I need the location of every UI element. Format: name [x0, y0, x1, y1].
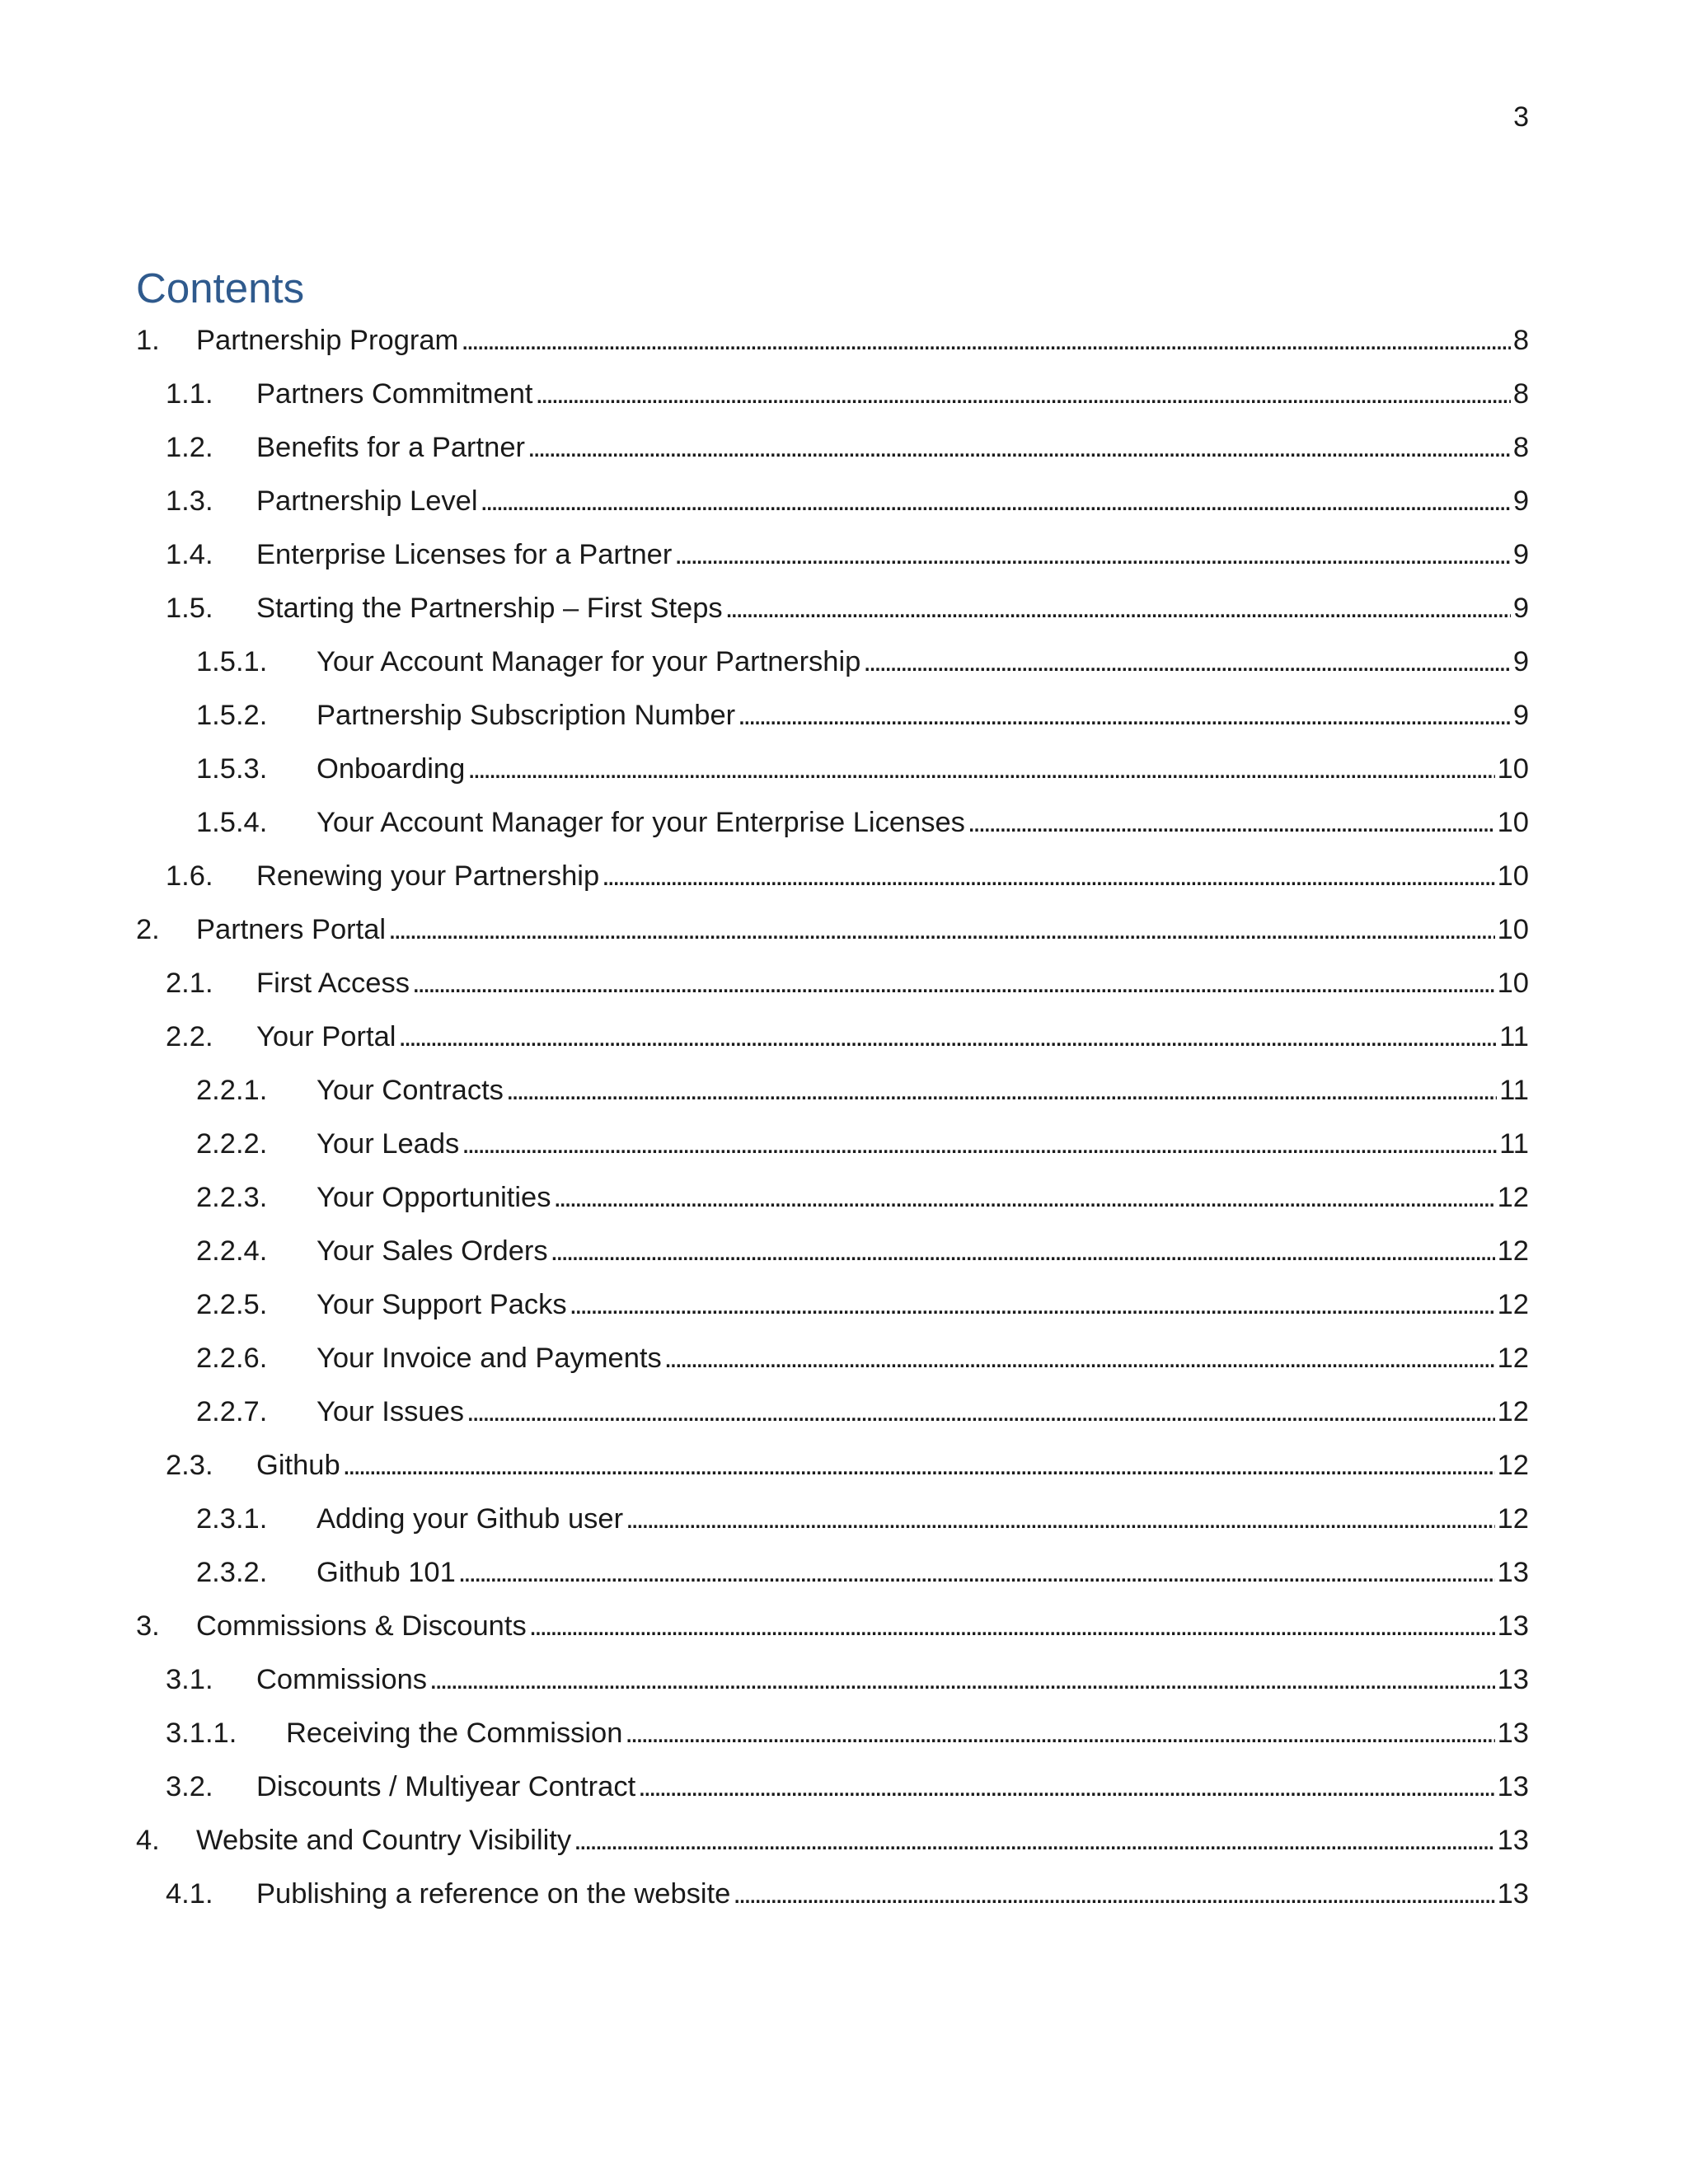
dot-leader — [506, 1071, 1497, 1110]
dot-leader — [461, 321, 1511, 360]
toc-entry-page: 12 — [1497, 1343, 1529, 1374]
dot-leader — [467, 1392, 1495, 1432]
toc-entry-title[interactable]: Your Sales Orders — [316, 1235, 548, 1267]
toc-entry-page: 9 — [1512, 539, 1529, 570]
toc-entry-number: 3.1.1. — [166, 1718, 237, 1749]
dot-leader — [554, 1178, 1495, 1217]
toc-entry-page: 13 — [1497, 1557, 1529, 1588]
toc-entry-title[interactable]: Your Issues — [316, 1396, 465, 1427]
toc-entry-title[interactable]: Your Contracts — [316, 1075, 504, 1106]
toc-entry-title[interactable]: Github — [256, 1450, 340, 1481]
toc-entry-title[interactable]: Receiving the Commission — [286, 1718, 623, 1749]
toc-entry-title[interactable]: Publishing a reference on the website — [256, 1878, 731, 1910]
toc-entry-page: 12 — [1497, 1503, 1529, 1535]
toc-entry-page: 9 — [1512, 485, 1529, 517]
toc-entry[interactable] — [136, 481, 1529, 535]
toc-entry[interactable] — [136, 428, 1529, 481]
toc-entry-page: 12 — [1497, 1235, 1529, 1267]
toc-entry-page: 10 — [1497, 968, 1529, 999]
toc-entry-title[interactable]: Partners Portal — [196, 914, 387, 945]
toc-entry[interactable] — [136, 1338, 1529, 1392]
toc-entry-page: 11 — [1499, 1075, 1529, 1106]
toc-entry-title[interactable]: Partnership Subscription Number — [316, 700, 736, 731]
toc-entry[interactable] — [136, 588, 1529, 642]
toc-entry[interactable] — [136, 1553, 1529, 1606]
toc-entry-page: 13 — [1497, 1664, 1529, 1695]
toc-entry-title[interactable]: Enterprise Licenses for a Partner — [256, 539, 673, 570]
toc-entry-title[interactable]: Your Invoice and Payments — [316, 1343, 662, 1374]
toc-entry-number: 2.2.7. — [196, 1396, 268, 1427]
toc-entry-page: 12 — [1497, 1396, 1529, 1427]
toc-entry-title[interactable]: Commissions & Discounts — [196, 1610, 527, 1642]
dot-leader — [412, 963, 1495, 1003]
dot-leader — [863, 642, 1510, 682]
toc-entry-title[interactable]: Discounts / Multiyear Contract — [256, 1771, 636, 1802]
dot-leader — [462, 1124, 1497, 1164]
toc-entry-page: 13 — [1497, 1718, 1529, 1749]
toc-entry-title[interactable]: Benefits for a Partner — [256, 432, 525, 463]
dot-leader — [674, 535, 1510, 574]
toc-entry-number: 2.2.3. — [196, 1182, 268, 1213]
toc-entry-number: 1. — [136, 325, 160, 356]
toc-entry-title[interactable]: Partnership Level — [256, 485, 478, 517]
toc-entry-number: 2.2.6. — [196, 1343, 268, 1374]
toc-entry-page: 8 — [1512, 432, 1529, 463]
toc-entry-title[interactable]: Partners Commitment — [256, 378, 533, 410]
toc-entry-page: 10 — [1497, 860, 1529, 892]
toc-entry-page: 13 — [1497, 1610, 1529, 1642]
toc-entry-number: 2.3. — [166, 1450, 213, 1481]
toc-entry-number: 3.1. — [166, 1664, 213, 1695]
toc-entry[interactable] — [136, 535, 1529, 588]
toc-entry[interactable] — [136, 642, 1529, 696]
dot-leader — [570, 1285, 1495, 1324]
toc-entry-number: 1.3. — [166, 485, 213, 517]
toc-list — [136, 321, 1529, 1928]
toc-entry-number: 1.5.3. — [196, 753, 268, 785]
toc-entry[interactable] — [136, 1713, 1529, 1767]
toc-entry[interactable] — [136, 1017, 1529, 1071]
dot-leader — [968, 803, 1495, 842]
toc-entry[interactable] — [136, 1071, 1529, 1124]
toc-entry-number: 1.1. — [166, 378, 213, 410]
dot-leader — [638, 1767, 1494, 1807]
toc-entry-title[interactable]: Your Opportunities — [316, 1182, 551, 1213]
toc-entry-number: 3.2. — [166, 1771, 213, 1802]
toc-entry-number: 1.5.1. — [196, 646, 268, 677]
dot-leader — [733, 1874, 1494, 1914]
toc-entry-number: 2.2.5. — [196, 1289, 268, 1320]
toc-entry-number: 2.2. — [166, 1021, 213, 1052]
dot-leader — [458, 1553, 1495, 1592]
dot-leader — [664, 1338, 1495, 1378]
toc-entry-number: 1.2. — [166, 432, 213, 463]
toc-entry[interactable] — [136, 321, 1529, 374]
toc-entry-page: 9 — [1512, 700, 1529, 731]
toc-entry-page: 10 — [1497, 914, 1529, 945]
toc-entry[interactable] — [136, 1231, 1529, 1285]
toc-entry-page: 12 — [1497, 1182, 1529, 1213]
toc-entry-page: 10 — [1497, 753, 1529, 785]
dot-leader — [725, 588, 1511, 628]
toc-entry-title[interactable]: Commissions — [256, 1664, 428, 1695]
toc-entry[interactable] — [136, 1285, 1529, 1338]
dot-leader — [528, 428, 1511, 467]
toc-entry-title[interactable]: Your Portal — [256, 1021, 396, 1052]
dot-leader — [625, 1713, 1494, 1753]
toc-entry-page: 11 — [1499, 1128, 1529, 1160]
toc-entry[interactable] — [136, 1446, 1529, 1499]
toc-entry[interactable] — [136, 1767, 1529, 1821]
toc-entry[interactable] — [136, 910, 1529, 963]
dot-leader — [602, 856, 1494, 896]
toc-entry-page: 11 — [1499, 1021, 1529, 1052]
toc-entry-number: 1.5.2. — [196, 700, 268, 731]
toc-entry[interactable] — [136, 1124, 1529, 1178]
toc-entry[interactable] — [136, 749, 1529, 803]
toc-entry-title[interactable]: Starting the Partnership – First Steps — [256, 593, 723, 624]
toc-entry-title[interactable]: Your Leads — [316, 1128, 460, 1160]
dot-leader — [626, 1499, 1495, 1539]
toc-entry-title[interactable]: Website and Country Visibility — [196, 1825, 572, 1856]
toc-entry-number: 2.2.1. — [196, 1075, 268, 1106]
toc-entry-number: 2.3.2. — [196, 1557, 268, 1588]
toc-entry-page: 10 — [1497, 807, 1529, 838]
toc-entry-page: 8 — [1512, 325, 1529, 356]
toc-entry-number: 4.1. — [166, 1878, 213, 1910]
dot-leader — [738, 696, 1511, 735]
toc-entry-title[interactable]: Adding your Github user — [316, 1503, 624, 1535]
dot-leader — [551, 1231, 1495, 1271]
toc-entry[interactable] — [136, 1821, 1529, 1874]
toc-entry-number: 1.5.4. — [196, 807, 268, 838]
toc-entry[interactable] — [136, 696, 1529, 749]
toc-entry[interactable] — [136, 1874, 1529, 1928]
toc-entry-title[interactable]: Renewing your Partnership — [256, 860, 600, 892]
toc-entry-number: 1.5. — [166, 593, 213, 624]
toc-title: Contents — [136, 265, 305, 312]
toc-entry[interactable] — [136, 1392, 1529, 1446]
toc-entry-page: 13 — [1497, 1771, 1529, 1802]
toc-entry-number: 1.4. — [166, 539, 213, 570]
dot-leader — [574, 1821, 1495, 1860]
toc-entry-title[interactable]: Partnership Program — [196, 325, 459, 356]
toc-entry-page: 8 — [1512, 378, 1529, 410]
toc-entry[interactable] — [136, 856, 1529, 910]
toc-entry-title[interactable]: Onboarding — [316, 753, 466, 785]
toc-entry-page: 9 — [1512, 646, 1529, 677]
toc-entry-number: 2.1. — [166, 968, 213, 999]
toc-entry-page: 13 — [1497, 1878, 1529, 1910]
toc-entry[interactable] — [136, 374, 1529, 428]
dot-leader — [429, 1660, 1495, 1699]
toc-entry-title[interactable]: First Access — [256, 968, 410, 999]
toc-entry-title[interactable]: Your Account Manager for your Enterprise Licenses — [316, 807, 965, 838]
toc-entry[interactable] — [136, 1660, 1529, 1713]
toc-entry-number: 4. — [136, 1825, 160, 1856]
toc-entry[interactable] — [136, 963, 1529, 1017]
page-number: 3 — [1513, 101, 1529, 133]
dot-leader — [529, 1606, 1495, 1646]
toc-entry-page: 9 — [1512, 593, 1529, 624]
toc-entry-page: 12 — [1497, 1289, 1529, 1320]
toc-entry-page: 12 — [1497, 1450, 1529, 1481]
toc-entry-number: 2.2.2. — [196, 1128, 268, 1160]
toc-entry[interactable] — [136, 1178, 1529, 1231]
toc-entry-number: 2.3.1. — [196, 1503, 268, 1535]
toc-entry-number: 2.2.4. — [196, 1235, 268, 1267]
toc-entry[interactable] — [136, 1499, 1529, 1553]
dot-leader — [388, 910, 1495, 949]
dot-leader — [398, 1017, 1497, 1057]
toc-entry-number: 1.6. — [166, 860, 213, 892]
dot-leader — [536, 374, 1511, 414]
toc-entry-number: 2. — [136, 914, 160, 945]
toc-entry[interactable] — [136, 1606, 1529, 1660]
dot-leader — [343, 1446, 1495, 1485]
dot-leader — [481, 481, 1511, 521]
toc-entry[interactable] — [136, 803, 1529, 856]
dot-leader — [467, 749, 1494, 789]
toc-entry-page: 13 — [1497, 1825, 1529, 1856]
toc-entry-number: 3. — [136, 1610, 160, 1642]
toc-entry-title[interactable]: Github 101 — [316, 1557, 456, 1588]
toc-entry-title[interactable]: Your Account Manager for your Partnership — [316, 646, 861, 677]
toc-entry-title[interactable]: Your Support Packs — [316, 1289, 567, 1320]
